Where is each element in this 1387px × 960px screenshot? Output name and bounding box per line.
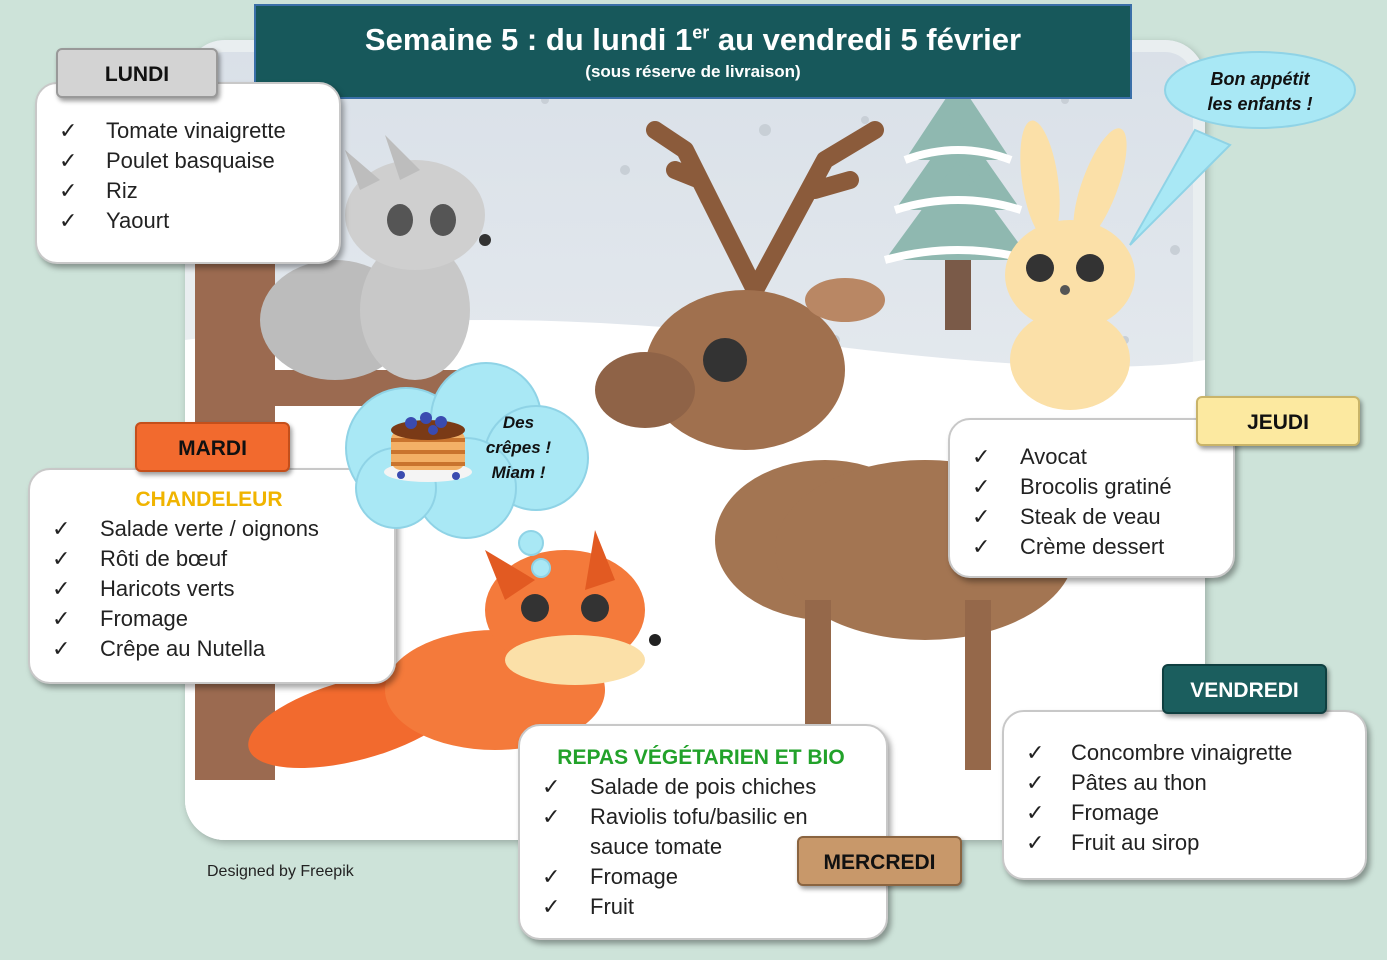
list-item <box>37 116 339 146</box>
menu-item-text: Salade verte / oignons <box>100 516 319 541</box>
rabbit-illustration <box>1005 118 1137 410</box>
list-item <box>1004 738 1365 768</box>
vendredi-menu <box>1002 710 1367 880</box>
list-item <box>520 892 886 922</box>
list-item <box>950 532 1233 562</box>
list-item <box>1004 768 1365 798</box>
chandeleur-heading: CHANDELEUR <box>135 488 283 511</box>
menu-item-text: Concombre vinaigrette <box>1071 740 1293 765</box>
menu-item-text: sauce tomate <box>590 834 723 859</box>
page-subtitle: (sous réserve de livraison) <box>585 62 801 81</box>
list-item <box>520 802 886 832</box>
list-item <box>37 176 339 206</box>
jeudi-menu <box>948 418 1235 578</box>
mardi-tag: MARDI <box>135 422 290 472</box>
check-icon: ✓ <box>52 516 71 541</box>
check-icon: ✓ <box>1026 830 1045 855</box>
menu-item-text: Avocat <box>1020 444 1087 469</box>
check-icon: ✓ <box>1026 740 1045 765</box>
bubble-line: Miam ! <box>491 463 546 482</box>
check-icon: ✓ <box>59 148 78 173</box>
title-banner <box>254 4 1132 99</box>
vendredi-tag: VENDREDI <box>1162 664 1327 714</box>
check-icon: ✓ <box>972 444 991 469</box>
crepes-thought-bubble <box>336 358 591 536</box>
menu-item-text: Yaourt <box>106 208 170 233</box>
mercredi-menu <box>518 724 888 940</box>
list-item <box>37 206 339 236</box>
list-item <box>30 634 394 664</box>
menu-item-text: Tomate vinaigrette <box>106 118 286 143</box>
title-text: Semaine 5 : du lundi 1 <box>364 22 693 57</box>
mercredi-tag: MERCREDI <box>797 836 962 886</box>
bubble-line: Des <box>502 413 535 432</box>
check-icon: ✓ <box>972 534 991 559</box>
check-icon: ✓ <box>59 118 78 143</box>
check-icon: ✓ <box>59 208 78 233</box>
lundi-tag: LUNDI <box>56 48 218 98</box>
menu-item-text: Poulet basquaise <box>106 148 275 173</box>
pancake-illustration <box>381 390 476 485</box>
menu-item-text: Crêpe au Nutella <box>100 636 266 661</box>
appetit-bubble-text <box>1170 67 1350 117</box>
menu-item-text: Steak de veau <box>1020 504 1161 529</box>
check-icon: ✓ <box>1026 770 1045 795</box>
list-item <box>37 146 339 176</box>
menu-item-text: Haricots verts <box>100 576 235 601</box>
bubble-line: crêpes ! <box>485 438 552 457</box>
bubble-line: les enfants ! <box>1207 94 1313 114</box>
jeudi-tag: JEUDI <box>1196 396 1360 446</box>
check-icon: ✓ <box>542 804 561 829</box>
menu-item-text: Fromage <box>590 864 679 889</box>
bubble-line: Bon appétit <box>1210 69 1310 89</box>
title-text-end: au vendredi 5 février <box>709 22 1022 57</box>
check-icon: ✓ <box>52 576 71 601</box>
menu-item-text: Rôti de bœuf <box>100 546 228 571</box>
vendredi-list <box>1004 738 1365 858</box>
check-icon: ✓ <box>542 894 561 919</box>
check-icon: ✓ <box>52 606 71 631</box>
menu-item-text: Pâtes au thon <box>1071 770 1207 795</box>
menu-item-text: Fromage <box>100 606 189 631</box>
list-item <box>1004 798 1365 828</box>
menu-item-text: Fruit au sirop <box>1071 830 1200 855</box>
menu-item-text: Fruit <box>590 894 634 919</box>
list-item <box>1004 828 1365 858</box>
list-item <box>950 442 1233 472</box>
menu-item-text: Brocolis gratiné <box>1020 474 1172 499</box>
lundi-menu <box>35 82 341 264</box>
menu-item-text: Crème dessert <box>1020 534 1165 559</box>
jeudi-list <box>950 442 1233 562</box>
check-icon: ✓ <box>972 504 991 529</box>
page-title <box>256 22 1130 58</box>
menu-item-text: Raviolis tofu/basilic en <box>590 804 808 829</box>
menu-item-text: Salade de pois chiches <box>590 774 817 799</box>
appetit-speech-bubble <box>1125 50 1365 250</box>
list-item <box>520 772 886 802</box>
check-icon: ✓ <box>59 178 78 203</box>
menu-item-text: Fromage <box>1071 800 1160 825</box>
check-icon: ✓ <box>542 864 561 889</box>
check-icon: ✓ <box>52 636 71 661</box>
list-item <box>950 472 1233 502</box>
lundi-list <box>37 116 339 236</box>
check-icon: ✓ <box>52 546 71 571</box>
title-superscript: er <box>692 22 710 43</box>
menu-item-text: Riz <box>106 178 138 203</box>
check-icon: ✓ <box>542 774 561 799</box>
check-icon: ✓ <box>972 474 991 499</box>
list-item <box>950 502 1233 532</box>
list-item <box>30 604 394 634</box>
crepes-bubble-text <box>476 410 561 485</box>
check-icon: ✓ <box>1026 800 1045 825</box>
vegetarien-heading: REPAS VÉGÉTARIEN ET BIO <box>557 746 845 769</box>
image-credit: Designed by Freepik <box>207 863 354 880</box>
